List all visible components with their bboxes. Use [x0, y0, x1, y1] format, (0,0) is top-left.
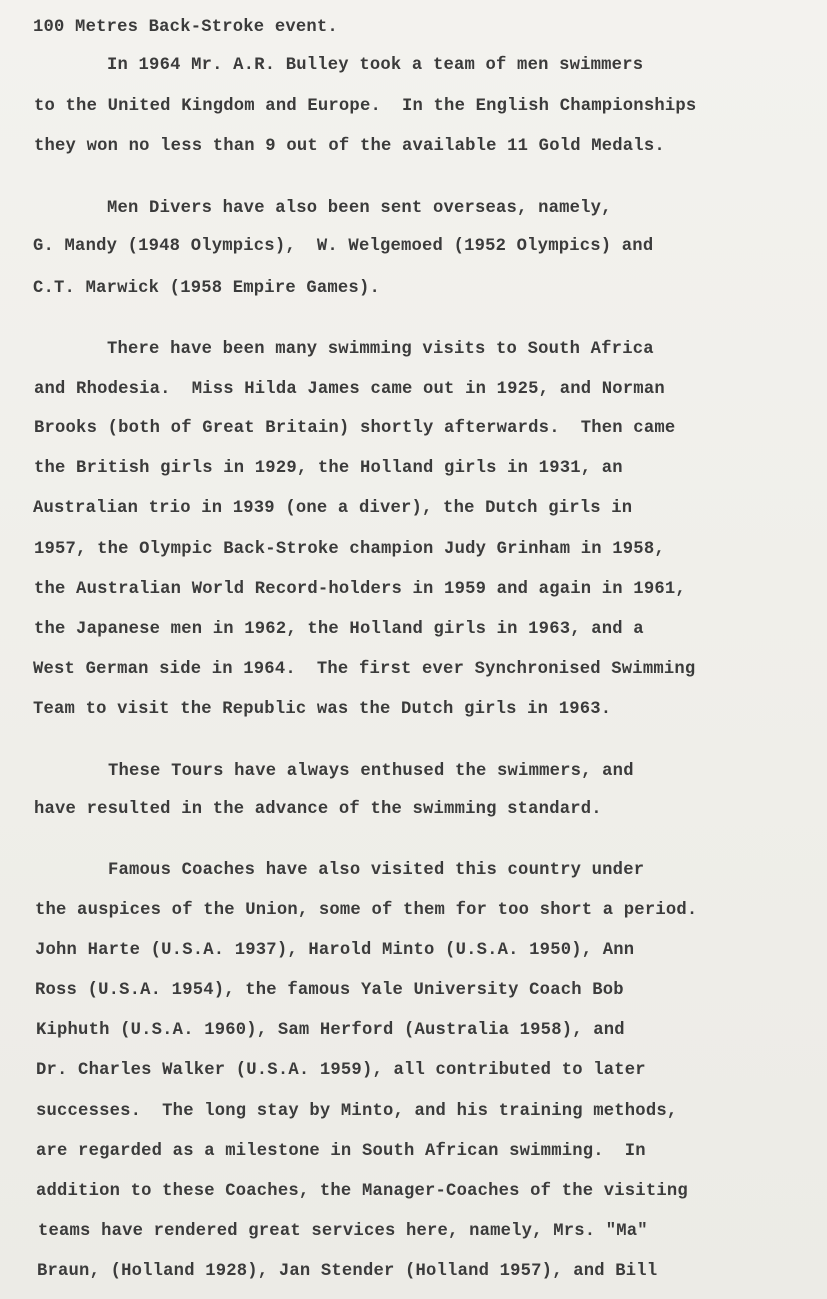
text-line: West German side in 1964. The first ever Synchronised Swimming: [33, 660, 696, 679]
text-line: Braun, (Holland 1928), Jan Stender (Holland 1957), and Bill: [37, 1262, 658, 1281]
text-line: Team to visit the Republic was the Dutch girls in 1963.: [33, 700, 612, 719]
text-line: addition to these Coaches, the Manager-Coaches of the visiting: [36, 1182, 688, 1201]
text-line: G. Mandy (1948 Olympics), W. Welgemoed (1952 Olympics) and: [33, 237, 654, 256]
text-line: and Rhodesia. Miss Hilda James came out in 1925, and Norman: [34, 380, 665, 399]
text-line: These Tours have always enthused the swimmers, and: [108, 762, 634, 781]
text-line: are regarded as a milestone in South African swimming. In: [36, 1142, 646, 1161]
text-line: the auspices of the Union, some of them for too short a period.: [35, 901, 698, 920]
text-line: There have been many swimming visits to South Africa: [107, 340, 654, 359]
text-line: Kiphuth (U.S.A. 1960), Sam Herford (Australia 1958), and: [36, 1021, 625, 1040]
text-line: teams have rendered great services here, namely, Mrs. "Ma": [38, 1222, 648, 1241]
text-line: successes. The long stay by Minto, and his training methods,: [36, 1102, 678, 1121]
text-line: have resulted in the advance of the swimming standard.: [34, 800, 602, 819]
text-line: Famous Coaches have also visited this country under: [108, 861, 645, 880]
text-line: Men Divers have also been sent overseas, namely,: [107, 199, 612, 218]
text-line: 1957, the Olympic Back-Stroke champion Judy Grinham in 1958,: [34, 540, 665, 559]
text-line: C.T. Marwick (1958 Empire Games).: [33, 279, 380, 298]
text-line: Dr. Charles Walker (U.S.A. 1959), all contributed to later: [36, 1061, 646, 1080]
text-line: Australian trio in 1939 (one a diver), the Dutch girls in: [33, 499, 633, 518]
text-line: 100 Metres Back-Stroke event.: [33, 18, 338, 37]
text-line: they won no less than 9 out of the available 11 Gold Medals.: [34, 137, 665, 156]
text-line: Brooks (both of Great Britain) shortly afterwards. Then came: [34, 419, 676, 438]
text-line: Ross (U.S.A. 1954), the famous Yale University Coach Bob: [35, 981, 624, 1000]
text-line: In 1964 Mr. A.R. Bulley took a team of men swimmers: [107, 56, 644, 75]
text-line: the British girls in 1929, the Holland girls in 1931, an: [34, 459, 623, 478]
text-line: to the United Kingdom and Europe. In the English Championships: [34, 97, 697, 116]
text-line: John Harte (U.S.A. 1937), Harold Minto (U.S.A. 1950), Ann: [35, 941, 635, 960]
text-line: the Australian World Record-holders in 1959 and again in 1961,: [34, 580, 686, 599]
text-line: the Japanese men in 1962, the Holland girls in 1963, and a: [34, 620, 644, 639]
